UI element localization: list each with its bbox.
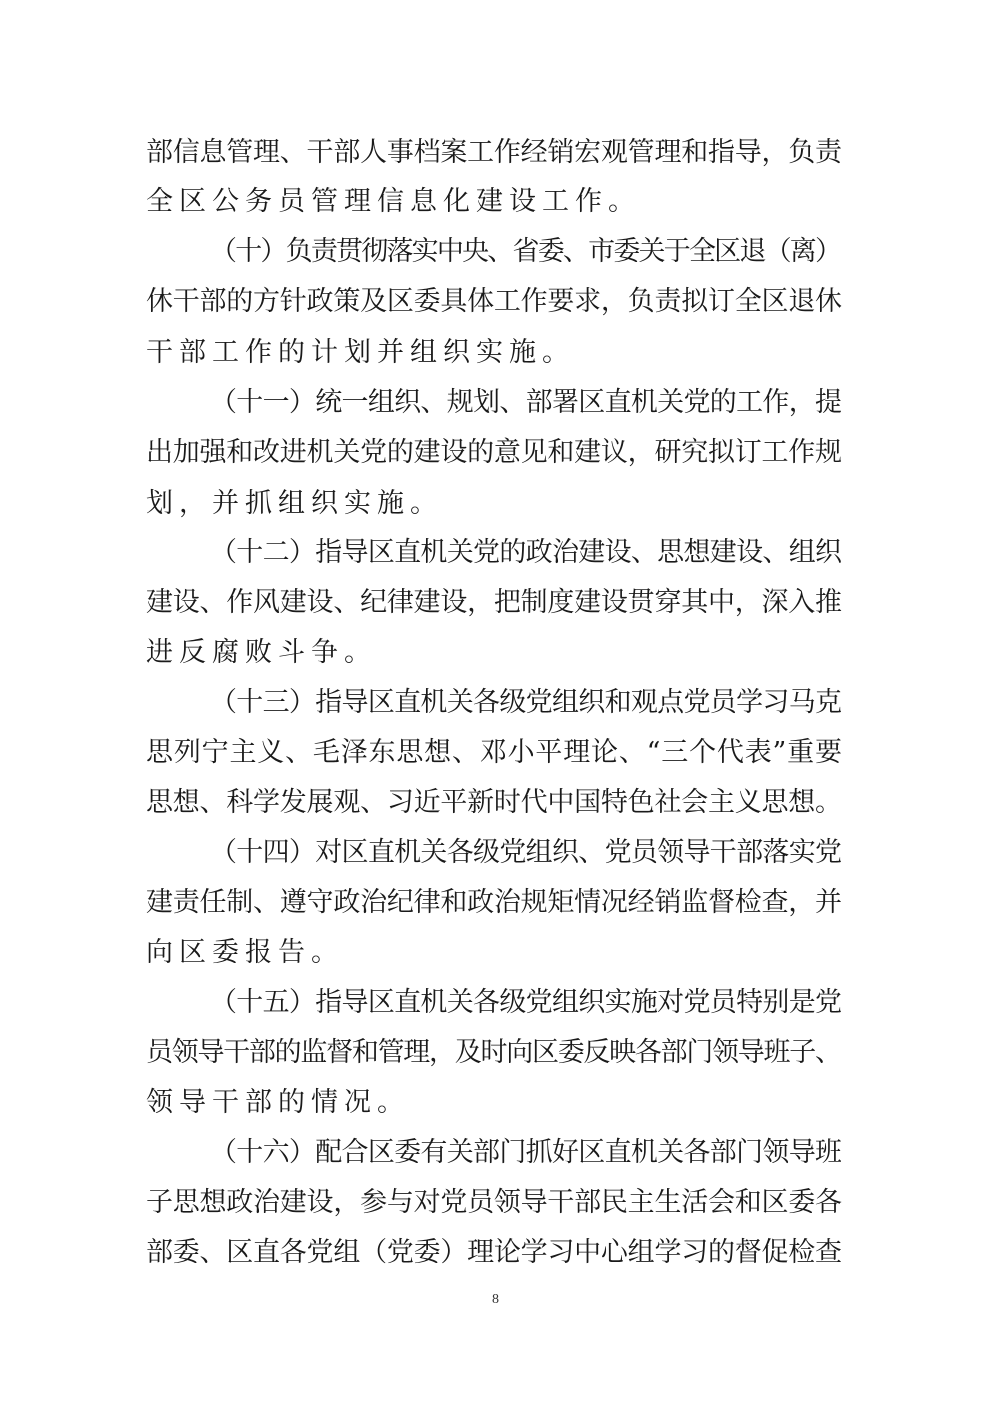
text-line-content: （十三）指导区直机关各级党组织和观点党员学习马克 bbox=[210, 687, 842, 718]
text-line-content: 子思想政治建设，参与对党员领导干部民主生活会和区委各 bbox=[146, 1187, 842, 1218]
text-line bbox=[146, 733, 843, 773]
text-line-content: 建设、作风建设、纪律建设，把制度建设贯穿其中，深入推 bbox=[146, 587, 842, 618]
paragraph-first-line bbox=[210, 833, 841, 873]
text-line-content: 出加强和改进机关党的建设的意见和建议，研究拟订工作规 bbox=[146, 437, 842, 468]
text-line bbox=[146, 933, 344, 973]
text-line-content: 进反腐败斗争。 bbox=[146, 637, 377, 668]
paragraph-first-line bbox=[210, 533, 841, 573]
text-line bbox=[146, 1183, 842, 1223]
text-line-content: 思想、科学发展观、习近平新时代中国特色社会主义思想。 bbox=[146, 787, 842, 818]
text-line bbox=[146, 182, 641, 222]
text-line bbox=[146, 484, 443, 524]
text-line-content: 建责任制、遵守政治纪律和政治规矩情况经销监督检查，并 bbox=[146, 887, 842, 918]
text-line-content: 全区公务员管理信息化建设工作。 bbox=[146, 186, 641, 217]
text-line bbox=[146, 783, 842, 823]
text-line bbox=[146, 433, 842, 473]
text-line-content: （十一）统一组织、规划、部署区直机关党的工作，提 bbox=[210, 387, 842, 418]
paragraph-first-line bbox=[210, 983, 841, 1023]
text-line-content: （十）负责贯彻落实中央、省委、市委关于全区退（离） bbox=[210, 236, 841, 267]
page-number: 8 bbox=[492, 1292, 499, 1307]
text-line bbox=[146, 333, 575, 373]
text-line-content: （十六）配合区委有关部门抓好区直机关各部门领导班 bbox=[210, 1137, 842, 1168]
text-line-content: 部信息管理、干部人事档案工作经销宏观管理和指导，负责 bbox=[146, 137, 842, 168]
text-line-content: 领导干部的情况。 bbox=[146, 1087, 410, 1118]
text-line-content: （十二）指导区直机关党的政治建设、思想建设、组织 bbox=[210, 537, 842, 568]
text-line-content: 休干部的方针政策及区委具体工作要求，负责拟订全区退休 bbox=[146, 286, 842, 317]
text-line bbox=[146, 633, 377, 673]
text-line bbox=[146, 1033, 841, 1073]
text-line bbox=[146, 1083, 410, 1123]
text-line bbox=[146, 583, 842, 623]
paragraph-first-line bbox=[210, 383, 841, 423]
paragraph-first-line bbox=[210, 683, 841, 723]
text-line-content: 向区委报告。 bbox=[146, 937, 344, 968]
paragraph-first-line bbox=[210, 1133, 841, 1173]
paragraph-first-line bbox=[210, 232, 840, 272]
text-line bbox=[146, 133, 842, 173]
text-line-content: 部委、区直各党组（党委）理论学习中心组学习的督促检查 bbox=[146, 1237, 842, 1268]
text-line-content: 员领导干部的监督和管理，及时向区委反映各部门领导班子、 bbox=[146, 1037, 841, 1068]
text-line bbox=[146, 1233, 842, 1273]
text-line-content: 划，并抓组织实施。 bbox=[146, 488, 443, 519]
text-line bbox=[146, 883, 842, 923]
text-line-content: 干部工作的计划并组织实施。 bbox=[146, 337, 575, 368]
text-line-content: 思列宁主义、毛泽东思想、邓小平理论、“三个代表”重要 bbox=[146, 737, 843, 768]
text-line bbox=[146, 282, 842, 322]
text-line-content: （十四）对区直机关各级党组织、党员领导干部落实党 bbox=[210, 837, 842, 868]
text-line-content: （十五）指导区直机关各级党组织实施对党员特别是党 bbox=[210, 987, 842, 1018]
